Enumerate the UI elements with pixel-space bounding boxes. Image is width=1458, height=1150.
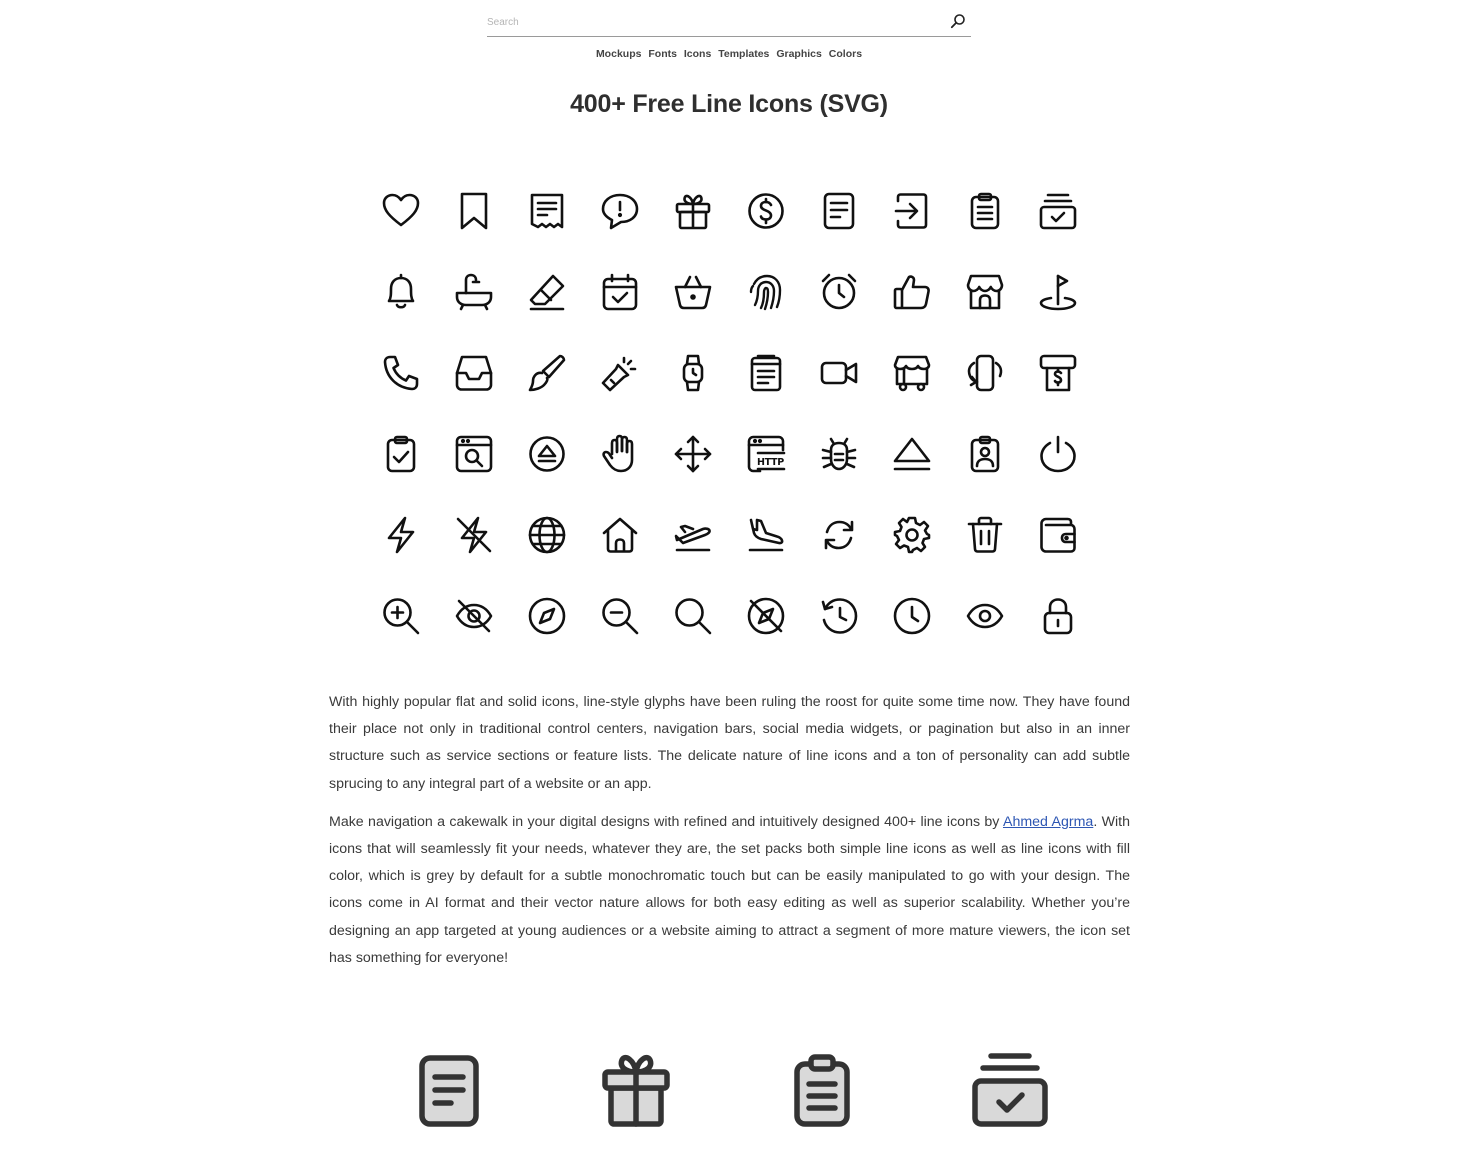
eye-off-icon <box>454 596 494 636</box>
grid-cell <box>729 170 802 251</box>
grid-cell <box>583 170 656 251</box>
grid-cell <box>437 575 510 656</box>
gear-icon <box>892 515 932 555</box>
lock-icon <box>1038 596 1078 636</box>
search-input[interactable] <box>487 12 927 32</box>
bookmark-icon <box>454 191 494 231</box>
grid-cell <box>437 251 510 332</box>
video-camera-icon <box>819 353 859 393</box>
clock-icon <box>892 596 932 636</box>
phone-icon <box>381 353 421 393</box>
grid-cell <box>583 251 656 332</box>
inbox-icon <box>454 353 494 393</box>
grid-cell <box>729 575 802 656</box>
inbox-check-filled-icon <box>968 1048 1052 1132</box>
grid-cell <box>1021 251 1094 332</box>
grid-cell <box>1021 413 1094 494</box>
grid-cell <box>364 332 437 413</box>
food-truck-icon <box>892 353 932 393</box>
grid-cell <box>364 251 437 332</box>
http-browser-icon <box>746 434 786 474</box>
grid-cell <box>364 170 437 251</box>
grid-cell <box>656 170 729 251</box>
big-icon-cell <box>594 1048 678 1132</box>
grid-cell <box>510 170 583 251</box>
grid-cell <box>729 494 802 575</box>
bug-icon <box>819 434 859 474</box>
grid-cell <box>656 494 729 575</box>
grid-cell <box>437 332 510 413</box>
grid-cell <box>510 413 583 494</box>
eject-icon <box>892 434 932 474</box>
zoom-out-icon <box>600 596 640 636</box>
grid-cell <box>948 413 1021 494</box>
page-title: 400+ Free Line Icons (SVG) <box>570 90 888 118</box>
clipboard-icon <box>965 191 1005 231</box>
id-badge-icon <box>965 434 1005 474</box>
grid-cell <box>583 332 656 413</box>
flashlight-icon <box>600 353 640 393</box>
receipt-icon <box>527 191 567 231</box>
zoom-in-icon <box>381 596 421 636</box>
grid-cell <box>1021 332 1094 413</box>
grid-cell <box>802 494 875 575</box>
grid-cell <box>948 332 1021 413</box>
thumbs-up-icon <box>892 272 932 312</box>
grid-cell <box>802 332 875 413</box>
atm-money-icon <box>1038 353 1078 393</box>
grid-cell <box>1021 170 1094 251</box>
filled-icon-preview <box>364 1048 1094 1138</box>
golf-flag-icon <box>1038 272 1078 312</box>
big-icon-cell <box>968 1048 1052 1132</box>
grid-cell <box>875 170 948 251</box>
grid-cell <box>583 494 656 575</box>
big-icon-cell <box>780 1048 864 1132</box>
paintbrush-icon <box>527 353 567 393</box>
search-button[interactable] <box>947 10 969 32</box>
bell-icon <box>381 272 421 312</box>
nav-item-templates[interactable]: Templates <box>718 48 770 60</box>
grid-cell <box>875 494 948 575</box>
grid-cell <box>875 251 948 332</box>
power-icon <box>1038 434 1078 474</box>
login-icon <box>892 191 932 231</box>
grid-cell <box>802 413 875 494</box>
clipboard-filled-icon <box>780 1048 864 1132</box>
grid-cell <box>1021 575 1094 656</box>
svg-text:HTTP: HTTP <box>756 456 784 468</box>
grid-cell <box>583 575 656 656</box>
grid-cell <box>802 170 875 251</box>
document-icon <box>819 191 859 231</box>
gift-filled-icon <box>594 1048 678 1132</box>
grid-cell <box>948 494 1021 575</box>
article-content <box>329 689 1130 983</box>
grid-cell <box>510 251 583 332</box>
nav-item-colors[interactable]: Colors <box>828 48 863 60</box>
search-bar <box>487 6 971 37</box>
history-icon <box>819 596 859 636</box>
paragraph: With highly popular flat and solid icons, line-style glyphs have been ruling the roost for quite some time now. They have found their place not only in traditional control centers, navigation bars, social media widgets, or pagination but also in an inner structure such as service sections or feature lists. The delicate nature of line icons and a ton of personality can add subtle sprucing to any integral part of a website or an app. <box>329 694 1130 792</box>
gift-icon <box>673 191 713 231</box>
store-icon <box>965 272 1005 312</box>
wallet-icon <box>1038 515 1078 555</box>
compass-icon <box>527 596 567 636</box>
grid-cell <box>656 575 729 656</box>
grid-cell <box>729 251 802 332</box>
nav-item-icons[interactable]: Icons <box>683 48 712 60</box>
globe-icon <box>527 515 567 555</box>
move-arrows-icon <box>673 434 713 474</box>
heart-icon <box>381 191 421 231</box>
search-icon <box>950 13 966 29</box>
grid-cell <box>364 575 437 656</box>
paragraph-text: Make navigation a cakewalk in your digital designs with refined and intuitively designed 400+ line icons by <box>329 813 1003 830</box>
eye-icon <box>965 596 1005 636</box>
grid-cell <box>656 251 729 332</box>
nav-item-fonts[interactable]: Fonts <box>648 48 677 60</box>
calendar-check-icon <box>600 272 640 312</box>
trash-icon <box>965 515 1005 555</box>
watch-icon <box>673 353 713 393</box>
grid-cell <box>510 494 583 575</box>
dollar-coin-icon <box>746 191 786 231</box>
bathtub-icon <box>454 272 494 312</box>
lightning-icon <box>381 515 421 555</box>
lightning-off-icon <box>454 515 494 555</box>
notepad-icon <box>746 353 786 393</box>
grid-cell <box>948 170 1021 251</box>
refresh-icon <box>819 515 859 555</box>
grid-cell <box>729 413 802 494</box>
grid-cell <box>364 413 437 494</box>
paragraph <box>329 809 1130 972</box>
grid-cell <box>729 332 802 413</box>
grid-cell <box>1021 494 1094 575</box>
grid-cell <box>875 413 948 494</box>
browser-search-icon <box>454 434 494 474</box>
search-icon <box>673 596 713 636</box>
grid-cell <box>437 170 510 251</box>
document-filled-icon <box>407 1048 491 1132</box>
plane-takeoff-icon <box>673 515 713 555</box>
grid-cell <box>656 413 729 494</box>
category-nav <box>0 48 1458 60</box>
grid-cell <box>364 494 437 575</box>
grid-cell <box>948 575 1021 656</box>
grid-cell <box>656 332 729 413</box>
chat-alert-icon <box>600 191 640 231</box>
author-link[interactable]: Ahmed Agrma <box>1002 813 1094 830</box>
grid-cell <box>437 494 510 575</box>
paragraph-text: . With icons that will seamlessly fit your needs, whatever they are, the set packs both simple line icons as well as line icons with fill color, which is grey by default for a subtle monochromatic touch but can be easily manipulated to go with your design. The icons come in AI format and their vector nature allows for both easy editing as well as superior scalability. Whether you’re designing an app targeted at young audiences or a website aiming to attract a segment of more mature viewers, the icon set has something for everyone! <box>329 813 1130 966</box>
grid-cell <box>875 332 948 413</box>
hand-icon <box>600 434 640 474</box>
grid-cell <box>948 251 1021 332</box>
grid-cell <box>510 575 583 656</box>
nav-item-graphics[interactable]: Graphics <box>776 48 822 60</box>
eraser-icon <box>527 272 567 312</box>
grid-cell <box>437 413 510 494</box>
nav-item-mockups[interactable]: Mockups <box>595 48 642 60</box>
grid-cell <box>510 332 583 413</box>
icon-preview-grid <box>364 170 1094 656</box>
fingerprint-icon <box>746 272 786 312</box>
alarm-clock-icon <box>819 272 859 312</box>
basket-icon <box>673 272 713 312</box>
grid-cell <box>875 575 948 656</box>
home-icon <box>600 515 640 555</box>
big-icon-cell <box>407 1048 491 1132</box>
grid-cell <box>583 413 656 494</box>
inbox-check-icon <box>1038 191 1078 231</box>
phone-rotate-icon <box>965 353 1005 393</box>
plane-landing-icon <box>746 515 786 555</box>
grid-cell <box>802 251 875 332</box>
eject-circle-icon <box>527 434 567 474</box>
grid-cell <box>802 575 875 656</box>
compass-off-icon <box>746 596 786 636</box>
clipboard-check-icon <box>381 434 421 474</box>
